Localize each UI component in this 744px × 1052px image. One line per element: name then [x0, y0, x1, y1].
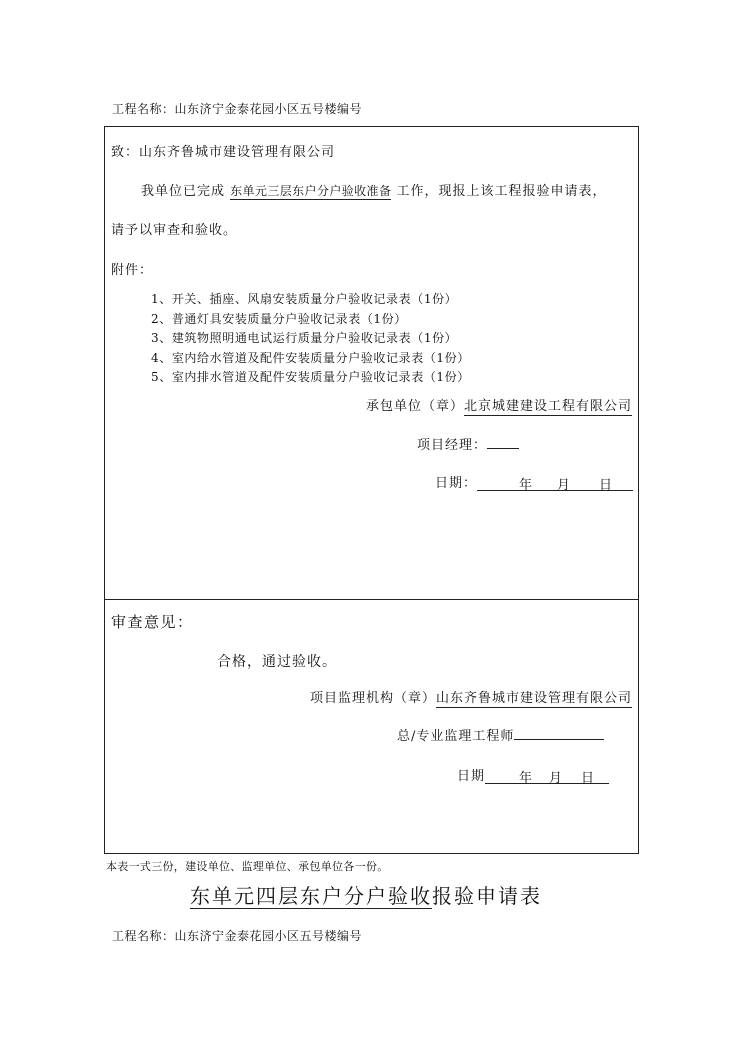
copies-footnote: 本表一式三份，建设单位、监理单位、承包单位各一份。	[106, 860, 389, 873]
manager-signature-field	[487, 436, 519, 449]
manager-label: 项目经理：	[417, 438, 488, 453]
day-label: 日	[599, 478, 614, 493]
review-day-label: 日	[581, 771, 596, 786]
engineer-signature-field	[514, 727, 604, 740]
month-label: 月	[557, 478, 572, 493]
review-title: 审查意见：	[111, 613, 194, 631]
completion-statement	[141, 180, 607, 200]
attachment-item: 2、普通灯具安装质量分户验收记录表（1份）	[151, 311, 407, 326]
project-name-label: 工程名称：	[112, 102, 175, 116]
contractor-date-field	[477, 474, 633, 491]
completed-work-field: 东单元三层东户分户验收准备	[230, 184, 392, 198]
next-form-title	[190, 880, 542, 909]
project-name-value-2: 山东济宁金泰花园小区五号楼编号	[174, 929, 363, 943]
project-name-value: 山东济宁金泰花园小区五号楼编号	[174, 102, 363, 116]
attachment-item: 5、室内排水管道及配件安装质量分户验收记录表（1份）	[151, 370, 470, 384]
statement-line-2: 请予以审查和验收。	[111, 223, 238, 238]
project-manager-line	[417, 434, 519, 453]
project-name-label-2: 工程名称：	[112, 929, 175, 943]
next-title-underlined: 东单元四层东户分户验收	[190, 884, 432, 908]
addressee: 致：山东齐鲁城市建设管理有限公司	[111, 145, 336, 160]
date-label: 日期：	[435, 476, 478, 491]
attachment-item: 4、室内给水管道及配件安装质量分户验收记录表（1份）	[151, 350, 470, 365]
project-name-line	[112, 100, 362, 117]
engineer-line	[397, 725, 604, 744]
supervision-org-line	[310, 687, 632, 708]
contractor-label: 承包单位（章）	[365, 399, 464, 414]
contractor-date-line	[435, 472, 633, 491]
review-year-label: 年	[519, 771, 534, 786]
review-date-line	[457, 765, 609, 784]
supervision-org-label: 项目监理机构（章）	[309, 691, 436, 706]
review-date-field	[485, 767, 609, 784]
attachment-item: 3、建筑物照明通电试运行质量分户验收记录表（1份）	[151, 331, 458, 345]
attachments-list	[151, 290, 470, 388]
project-name-line-2	[112, 927, 362, 944]
review-month-label: 月	[549, 771, 564, 786]
attachment-item: 1、开关、插座、风扇安装质量分户验收记录表（1份）	[151, 292, 458, 306]
statement-suffix: 工作，现报上该工程报验申请表，	[396, 184, 607, 199]
engineer-label: 总/专业监理工程师	[397, 729, 515, 744]
section-divider	[105, 599, 638, 600]
review-opinion: 合格，通过验收。	[217, 654, 337, 670]
contractor-name: 北京城建建设工程有限公司	[463, 399, 632, 414]
supervision-org-name: 山东齐鲁城市建设管理有限公司	[435, 691, 632, 706]
attachments-label: 附件：	[111, 263, 154, 278]
contractor-line	[366, 395, 632, 416]
statement-prefix: 我单位已完成	[141, 184, 226, 199]
year-label: 年	[519, 478, 534, 493]
next-title-rest: 报验申请表	[432, 884, 542, 908]
review-date-label: 日期	[457, 769, 486, 784]
application-form-box	[104, 126, 639, 854]
